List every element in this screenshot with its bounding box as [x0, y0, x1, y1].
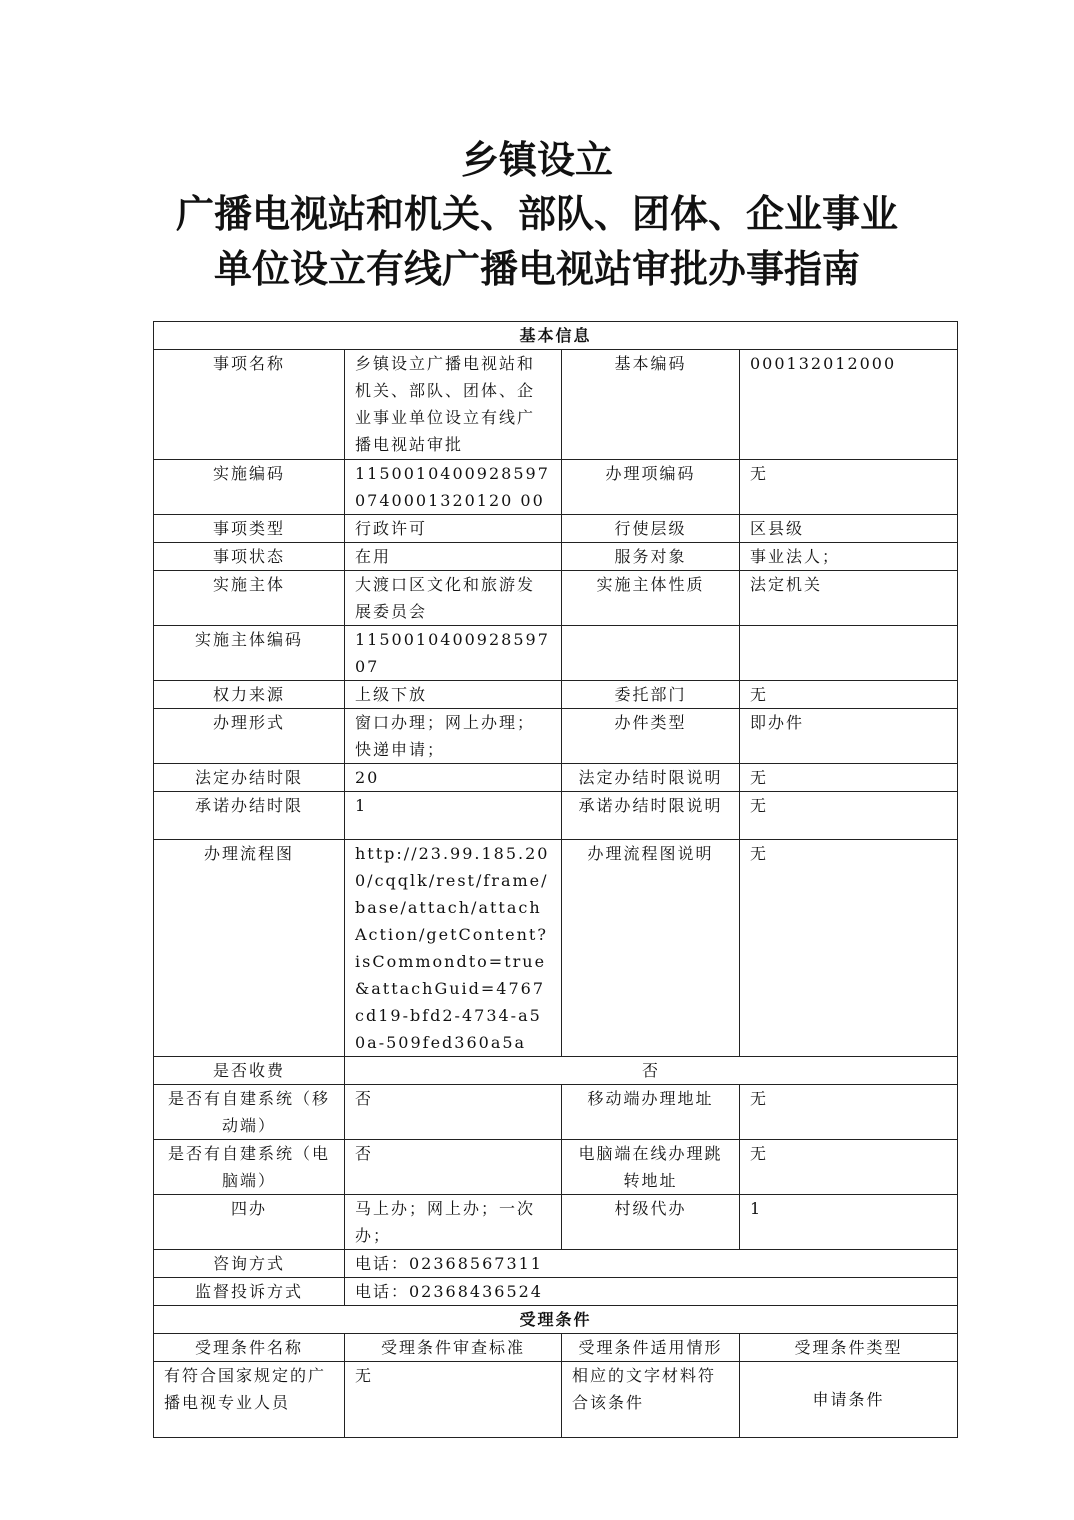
field-label: 办理项编码: [562, 460, 740, 515]
table-row: [154, 764, 958, 792]
field-value: 上级下放: [345, 681, 562, 709]
field-value: 否: [345, 1085, 562, 1140]
table-row: [154, 571, 958, 626]
field-value: 115001040092859707: [345, 626, 562, 681]
title-line-1: 乡镇设立: [460, 137, 613, 182]
column-header: 受理条件审查标准: [345, 1334, 562, 1362]
field-label: 监督投诉方式: [154, 1278, 345, 1306]
condition-cell: 无: [345, 1362, 562, 1438]
field-value: 事业法人；: [740, 543, 958, 571]
table-row: [154, 792, 958, 840]
field-value: 无: [740, 764, 958, 792]
field-label: 移动端办理地址: [562, 1085, 740, 1140]
column-header: 受理条件类型: [740, 1334, 958, 1362]
field-label: 村级代办: [562, 1195, 740, 1250]
field-label: 四办: [154, 1195, 345, 1250]
field-label: 事项类型: [154, 515, 345, 543]
field-value: 1: [740, 1195, 958, 1250]
table-row: [154, 1085, 958, 1140]
field-label: 实施主体: [154, 571, 345, 626]
condition-cell: 申请条件: [740, 1362, 958, 1438]
field-value: 无: [740, 1140, 958, 1195]
field-value: 电话：02368436524: [345, 1278, 958, 1306]
guide-table: [153, 321, 958, 1438]
table-row: [154, 709, 958, 764]
field-label: [562, 626, 740, 681]
condition-cell: 相应的文字材料符合该条件: [562, 1362, 740, 1438]
table-row: [154, 460, 958, 515]
field-label: 实施主体编码: [154, 626, 345, 681]
field-value: 000132012000: [740, 350, 958, 460]
field-value: 11500104009285970740001320120 00: [345, 460, 562, 515]
field-value: 窗口办理；网上办理；快递申请；: [345, 709, 562, 764]
field-value: 20: [345, 764, 562, 792]
field-label: 服务对象: [562, 543, 740, 571]
table-row: [154, 840, 958, 1057]
field-value: [740, 626, 958, 681]
field-value: 区县级: [740, 515, 958, 543]
table-row: [154, 1250, 958, 1278]
field-label: 办理流程图: [154, 840, 345, 1057]
field-value: 法定机关: [740, 571, 958, 626]
table-row: [154, 543, 958, 571]
field-label: 基本编码: [562, 350, 740, 460]
field-label: 是否有自建系统（电脑端）: [154, 1140, 345, 1195]
field-label: 办理流程图说明: [562, 840, 740, 1057]
field-value: 否: [345, 1140, 562, 1195]
column-header-row: [154, 1334, 958, 1362]
field-label: 电脑端在线办理跳转地址: [562, 1140, 740, 1195]
field-value: 无: [740, 792, 958, 840]
table-row: [154, 626, 958, 681]
field-value: 乡镇设立广播电视站和机关、部队、团体、企业事业单位设立有线广播电视站审批: [345, 350, 562, 460]
table-row: [154, 681, 958, 709]
table-row: [154, 350, 958, 460]
section-title-basic-info: 基本信息: [154, 322, 958, 350]
field-label: 承诺办结时限说明: [562, 792, 740, 840]
condition-cell: 有符合国家规定的广播电视专业人员: [154, 1362, 345, 1438]
field-value: 马上办；网上办；一次办；: [345, 1195, 562, 1250]
table-row: [154, 1195, 958, 1250]
field-label: 是否收费: [154, 1057, 345, 1085]
field-value: 1: [345, 792, 562, 840]
field-label: 委托部门: [562, 681, 740, 709]
field-label: 事项状态: [154, 543, 345, 571]
field-label: 法定办结时限: [154, 764, 345, 792]
field-label: 实施编码: [154, 460, 345, 515]
column-header: 受理条件适用情形: [562, 1334, 740, 1362]
field-value: 行政许可: [345, 515, 562, 543]
table-row: [154, 1057, 958, 1085]
field-label: 实施主体性质: [562, 571, 740, 626]
field-value: http://23.99.185.200/cqqlk/rest/frame/base/attach/attachAction/getContent?isCommondto=true&attachGuid=4767cd19-bfd2-4734-a50a-509fed360a5a: [345, 840, 562, 1057]
field-value: 无: [740, 681, 958, 709]
field-label: 权力来源: [154, 681, 345, 709]
field-label: 办件类型: [562, 709, 740, 764]
field-label: 咨询方式: [154, 1250, 345, 1278]
table-row: [154, 1362, 958, 1438]
field-value: 无: [740, 460, 958, 515]
field-value: 无: [740, 840, 958, 1057]
field-label: 是否有自建系统（移动端）: [154, 1085, 345, 1140]
field-label: 法定办结时限说明: [562, 764, 740, 792]
field-label: 事项名称: [154, 350, 345, 460]
field-value: 大渡口区文化和旅游发展委员会: [345, 571, 562, 626]
field-value: 无: [740, 1085, 958, 1140]
field-label: 承诺办结时限: [154, 792, 345, 840]
field-value: 电话：02368567311: [345, 1250, 958, 1278]
title-line-3: 单位设立有线广播电视站审批办事指南: [213, 246, 860, 291]
table-row: [154, 1140, 958, 1195]
column-header: 受理条件名称: [154, 1334, 345, 1362]
table-row: [154, 515, 958, 543]
field-value: 在用: [345, 543, 562, 571]
section-title-conditions: 受理条件: [154, 1306, 958, 1334]
field-label: 办理形式: [154, 709, 345, 764]
table-row: [154, 1278, 958, 1306]
field-label: 行使层级: [562, 515, 740, 543]
section-header-row: [154, 322, 958, 350]
title-line-2: 广播电视站和机关、部队、团体、企业事业: [175, 191, 898, 236]
field-value: 否: [345, 1057, 958, 1085]
field-value: 即办件: [740, 709, 958, 764]
section-header-row: [154, 1306, 958, 1334]
